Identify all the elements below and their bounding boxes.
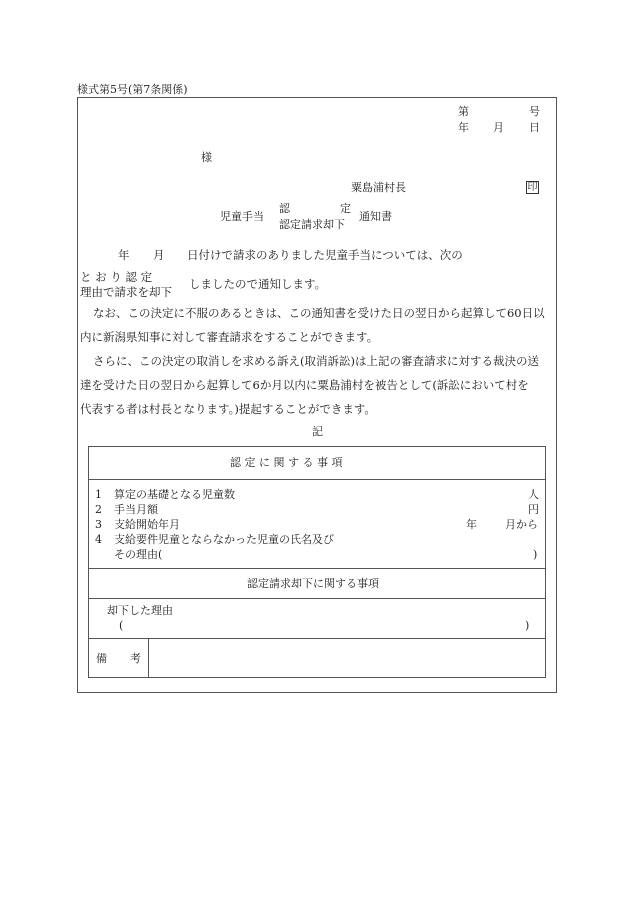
rejection-section-header: 認定請求却下に関する事項 <box>247 577 379 590</box>
item-label: 手当月額 <box>114 503 158 516</box>
body-option-reject: 理由で請求を却下 <box>80 285 172 299</box>
rejection-open-paren: ( <box>119 619 124 632</box>
remarks-label-a: 備 <box>96 652 107 665</box>
item-number: 3 <box>95 518 102 531</box>
number-prefix: 第 <box>458 105 469 118</box>
rejection-label: 却下した理由 <box>107 604 173 617</box>
seal-mark: 印 <box>527 182 538 193</box>
date-day: 日 <box>529 121 540 134</box>
details-table <box>88 446 546 678</box>
title-suffix: 通知書 <box>359 210 392 223</box>
table-divider <box>88 638 546 639</box>
rejection-close-paren: ) <box>525 619 530 632</box>
approval-section-header: 認 定 に 関 す る 事 項 <box>230 456 343 469</box>
remarks-divider <box>148 638 149 678</box>
item-year: 年 <box>466 518 477 531</box>
table-divider <box>88 598 546 599</box>
item-number: 2 <box>95 503 102 516</box>
title-option-reject: 認定請求却下 <box>279 218 345 231</box>
table-divider <box>88 568 546 569</box>
date-year: 年 <box>458 121 469 134</box>
body-para3-line1: さらに、この決定の取消しを求める訴え(取消訴訟)は上記の審査請求に対する裁決の送 <box>93 354 539 368</box>
title-option-approve-a: 認 <box>279 202 290 215</box>
remarks-label-b: 考 <box>130 652 141 665</box>
item-number: 1 <box>95 488 102 501</box>
body-year: 年 <box>118 248 130 262</box>
item-unit: 人 <box>528 488 539 501</box>
item-continuation: その理由( <box>114 548 163 561</box>
body-para3-line2: 達を受けた日の翌日から起算して6か月以内に粟島浦村を被告として(訴訟において村を <box>80 378 529 392</box>
item-label: 支給開始年月 <box>114 518 180 531</box>
body-line2: しましたので通知します。 <box>189 277 327 291</box>
number-suffix: 号 <box>529 105 540 118</box>
body-line1: 日付けで請求のありました児童手当については、次の <box>187 248 463 262</box>
item-label: 算定の基礎となる児童数 <box>114 488 235 501</box>
body-month: 月 <box>153 248 165 262</box>
item-label: 支給要件児童とならなかった児童の氏名及び <box>114 533 334 546</box>
title-prefix: 児童手当 <box>220 210 264 223</box>
body-option-approve: と お り 認 定 <box>80 270 153 284</box>
item-unit: 円 <box>528 503 539 516</box>
item-close-paren: ) <box>533 548 538 561</box>
addressee-suffix: 様 <box>201 151 212 164</box>
date-month: 月 <box>493 121 504 134</box>
form-label: 様式第5号(第7条関係) <box>77 83 188 96</box>
body-para2-line1: なお、この決定に不服のあるときは、この通知書を受けた日の翌日から起算して60日以 <box>93 306 545 320</box>
title-option-approve-b: 定 <box>340 202 351 215</box>
ki-heading: 記 <box>312 425 323 438</box>
item-unit: 月から <box>505 518 538 531</box>
table-divider <box>88 479 546 480</box>
body-para2-line2: 内に新潟県知事に対して審査請求をすることができます。 <box>80 330 379 344</box>
item-number: 4 <box>95 533 102 546</box>
issuer-name: 粟島浦村長 <box>351 181 406 194</box>
body-para3-line3: 代表する者は村長となります。)提起することができます。 <box>80 402 376 416</box>
